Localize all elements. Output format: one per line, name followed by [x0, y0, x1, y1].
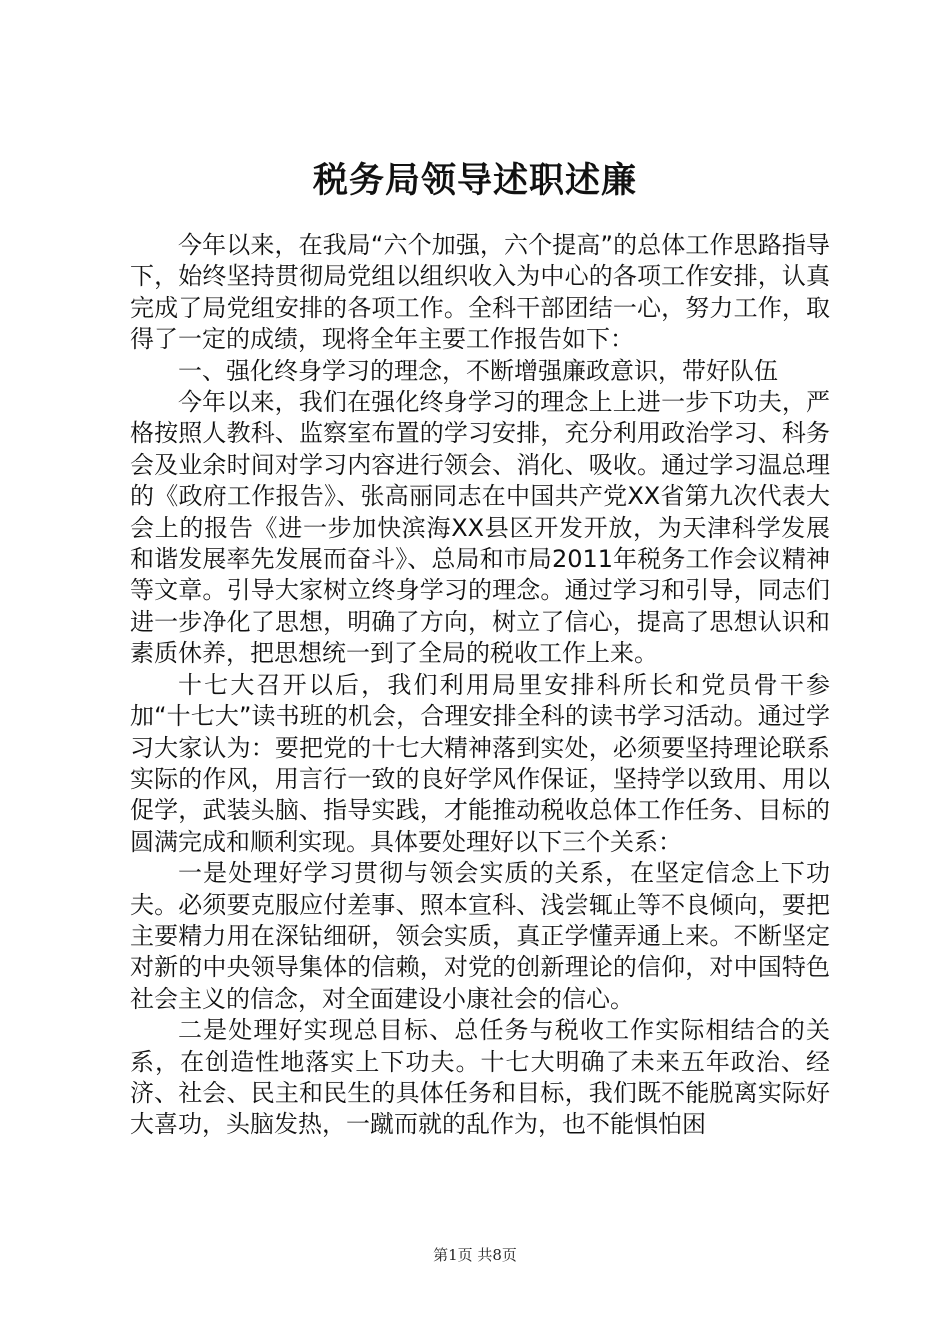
document-title: 税务局领导述职述廉 [312, 160, 637, 201]
paragraph-seventeenth-congress: 十七大召开以后，我们利用局里安排科所长和党员骨干参加“十七大”读书班的机会，合理安排全科的读书学习活动。通过学习大家认为：要把党的十七大精神落到实处，必须要坚持理论联系实际的作风，用言行一致的良好学风作保证，坚持学以致用、用以促学，武装头脑、指导实践，才能推动税收总体工作任务、目标的圆满完成和顺利实现。具体要处理好以下三个关系： [130, 670, 830, 856]
paragraph-study: 今年以来，我们在强化终身学习的理念上上进一步下功夫，严格按照人教科、监察室布置的学习安排，充分利用政治学习、科务会及业余时间对学习内容进行领会、消化、吸收。通过学习温总理的《政府工作报告》、张高丽同志在中国共产党XX省第九次代表大会上的报告《进一步加快滨海XX县区开发开放，为天津科学发展和谐发展率先发展而奋斗》、总局和市局2011年税务工作会议精神等文章。引导大家树立终身学习的理念。通过学习和引导，同志们进一步净化了思想，明确了方向，树立了信心，提高了思想认识和素质休养，把思想统一到了全局的税收工作上来。 [130, 388, 830, 668]
paragraph-relation-1: 一是处理好学习贯彻与领会实质的关系，在坚定信念上下功夫。必须要克服应付差事、照本宣科、浅尝辄止等不良倾向，要把主要精力用在深钻细研，领会实质，真正学懂弄通上来。不断坚定对新的中央领导集体的信赖，对党的创新理论的信仰，对中国特色社会主义的信念，对全面建设小康社会的信心。 [130, 859, 830, 1013]
paragraph-intro: 今年以来，在我局“六个加强，六个提高”的总体工作思路指导下，始终坚持贯彻局党组以组织收入为中心的各项工作安排，认真完成了局党组安排的各项工作。全科干部团结一心，努力工作，取得了一定的成绩，现将全年主要工作报告如下： [130, 231, 830, 354]
section-heading-1: 一、强化终身学习的理念，不断增强廉政意识，带好队伍 [178, 356, 778, 385]
paragraph-relation-2: 二是处理好实现总目标、总任务与税收工作实际相结合的关系，在创造性地落实上下功夫。十七大明确了未来五年政治、经济、社会、民主和民生的具体任务和目标，我们既不能脱离实际好大喜功，头脑发热，一蹴而就的乱作为，也不能惧怕困 [130, 1016, 830, 1139]
document-body [130, 230, 830, 1141]
page-footer: 第1页 共8页 [433, 1246, 517, 1264]
